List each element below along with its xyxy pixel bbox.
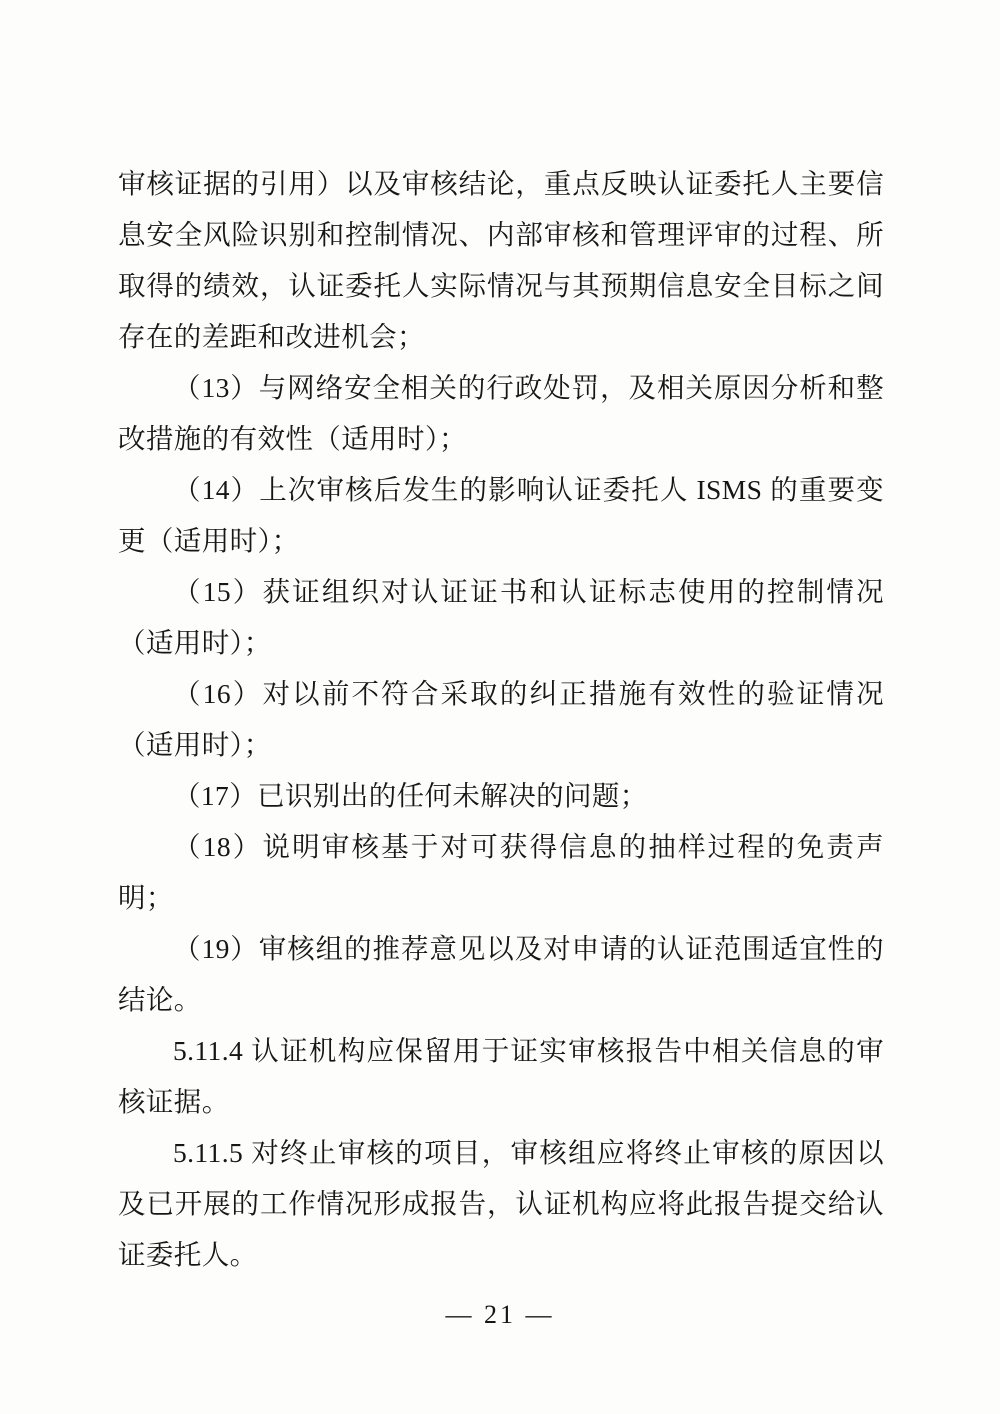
paragraph-item-19: （19）审核组的推荐意见以及对申请的认证范围适宜性的结论。 bbox=[118, 933, 884, 1015]
paragraph-item-16: （16）对以前不符合采取的纠正措施有效性的验证情况（适用时）； bbox=[118, 678, 884, 760]
paragraph-item-17: （17）已识别出的任何未解决的问题； bbox=[173, 780, 648, 811]
paragraph-continuation: 审核证据的引用）以及审核结论，重点反映认证委托人主要信息安全风险识别和控制情况、内部审核和管理评审的过程、所取得的绩效，认证委托人实际情况与其预期信息安全目标之间存在的差距和改进机会； bbox=[118, 168, 884, 352]
page-number: — 21 — bbox=[445, 1300, 555, 1329]
paragraph-clause-5-11-5: 5.11.5 对终止审核的项目，审核组应将终止审核的原因以及已开展的工作情况形成报告，认证机构应将此报告提交给认证委托人。 bbox=[118, 1137, 884, 1270]
paragraph-item-13: （13）与网络安全相关的行政处罚，及相关原因分析和整改措施的有效性（适用时）； bbox=[118, 372, 884, 454]
paragraph-item-15: （15）获证组织对认证证书和认证标志使用的控制情况（适用时）； bbox=[118, 576, 884, 658]
paragraph-item-18: （18）说明审核基于对可获得信息的抽样过程的免责声明； bbox=[118, 831, 884, 913]
paragraph-clause-5-11-4: 5.11.4 认证机构应保留用于证实审核报告中相关信息的审核证据。 bbox=[118, 1035, 884, 1117]
paragraph-item-14: （14）上次审核后发生的影响认证委托人 ISMS 的重要变更（适用时）； bbox=[118, 474, 884, 556]
page-body bbox=[118, 158, 884, 1280]
